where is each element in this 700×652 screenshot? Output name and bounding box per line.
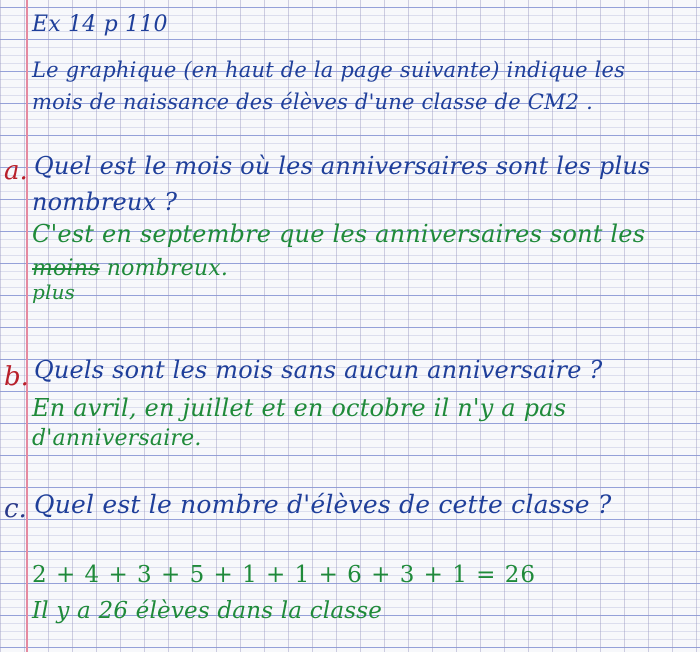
question-a-letter: a.	[4, 156, 28, 186]
question-a-line-2: nombreux ?	[32, 188, 178, 216]
answer-a-line-1: C'est en septembre que les anniversaires sont les	[32, 220, 646, 248]
calculation: 2 + 4 + 3 + 5 + 1 + 1 + 6 + 3 + 1 = 26	[32, 562, 537, 588]
intro-line-2: mois de naissance des élèves d'une classe de CM2 .	[32, 90, 593, 114]
answer-a-correction: plus	[32, 280, 76, 304]
intro-line-1: Le graphique (en haut de la page suivante) indique les	[32, 58, 626, 82]
answer-b-line-2: d'anniversaire.	[32, 426, 202, 451]
answer-b-line-1: En avril, en juillet et en octobre il n'y a pas	[32, 394, 567, 422]
answer-a-line-2	[32, 256, 228, 281]
answer-a-struck-word: moins	[32, 256, 100, 281]
question-c-letter: c.	[4, 494, 27, 524]
answer-a-line-2-rest: nombreux.	[99, 256, 229, 281]
question-a-line-1: Quel est le mois où les anniversaires sont les plus	[34, 152, 651, 180]
question-b-letter: b.	[4, 362, 29, 392]
question-b: Quels sont les mois sans aucun anniversaire ?	[34, 356, 603, 384]
question-c: Quel est le nombre d'élèves de cette classe ?	[34, 490, 612, 519]
answer-c: Il y a 26 élèves dans la classe	[32, 598, 383, 624]
margin-line	[26, 0, 28, 652]
exercise-title: Ex 14 p 110	[32, 12, 168, 37]
